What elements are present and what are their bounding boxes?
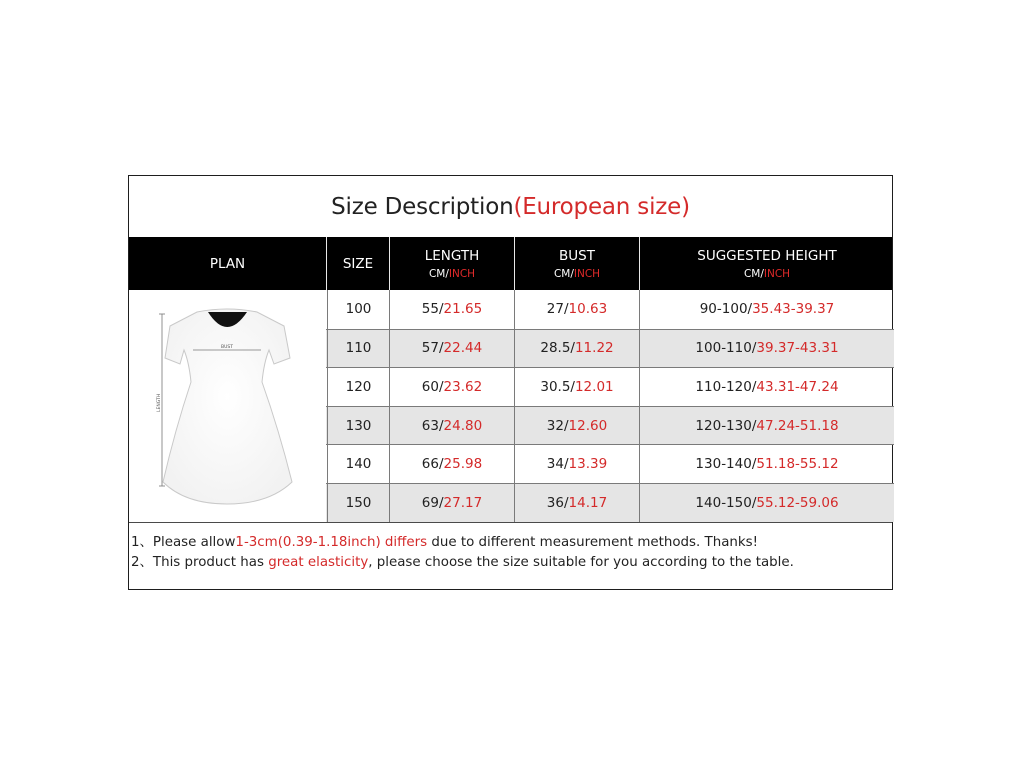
size-cell	[327, 290, 389, 329]
header-height	[640, 237, 894, 290]
height-cell	[639, 445, 894, 483]
length-cell	[389, 368, 514, 406]
value-cm: 66/	[421, 456, 444, 473]
length-label: LENGTH	[157, 393, 162, 412]
title-accent: (European size)	[513, 193, 690, 220]
value-cm: 63/	[421, 417, 444, 434]
size-chart-card	[128, 175, 893, 590]
header-bust-label: BUST	[559, 247, 595, 264]
bust-cell	[514, 290, 639, 329]
header-plan-label: PLAN	[209, 255, 246, 272]
table-bottom-border	[129, 522, 892, 523]
note-pre: 1、Please allow	[131, 535, 236, 550]
size-cell	[327, 484, 389, 522]
bust-label: BUST	[221, 345, 233, 350]
header-plan	[129, 237, 326, 290]
size-cell	[327, 368, 389, 406]
value-inch: 39.37-43.31	[756, 340, 839, 357]
height-cell	[639, 484, 894, 522]
value-cm: 90-100/	[699, 301, 753, 318]
table-row	[326, 406, 894, 445]
value-inch: 35.43-39.37	[752, 301, 835, 318]
header-length	[390, 237, 514, 290]
table-row	[326, 290, 894, 329]
note-pre: 2、This product has	[131, 554, 269, 570]
value-cm: 120	[345, 378, 372, 395]
value-inch: 13.39	[568, 456, 608, 473]
value-cm: 110	[345, 340, 372, 357]
unit-cm: CM/	[553, 267, 574, 280]
value-cm: 27/	[546, 301, 569, 318]
value-inch: 12.60	[568, 417, 608, 434]
value-inch: 12.01	[574, 378, 614, 395]
value-cm: 130-140/	[695, 456, 757, 473]
chart-title	[129, 176, 892, 237]
value-cm: 150	[345, 494, 372, 511]
header-height-units	[744, 268, 790, 280]
header-length-label: LENGTH	[424, 247, 480, 264]
unit-inch: INCH	[448, 267, 476, 280]
value-cm: 36/	[546, 494, 569, 511]
length-cell	[389, 407, 514, 445]
value-inch: 14.17	[568, 494, 608, 511]
value-inch: 23.62	[443, 378, 483, 395]
value-inch: 24.80	[443, 417, 483, 434]
bust-cell	[514, 330, 639, 368]
value-cm: 130	[345, 417, 372, 434]
header-length-units	[429, 268, 475, 280]
value-inch: 10.63	[568, 301, 608, 318]
unit-cm: CM/	[743, 267, 764, 280]
value-inch: 47.24-51.18	[756, 417, 839, 434]
table-row	[326, 329, 894, 368]
header-bust-units	[554, 268, 600, 280]
header-size-label: SIZE	[342, 255, 374, 272]
value-cm: 55/	[421, 301, 444, 318]
bust-cell	[514, 445, 639, 483]
note-red: great elasticity	[268, 554, 369, 570]
size-table-body	[326, 290, 894, 522]
length-cell	[389, 445, 514, 483]
dress-diagram	[129, 290, 326, 522]
value-inch: 27.17	[443, 494, 483, 511]
header-height-label: SUGGESTED HEIGHT	[697, 247, 837, 264]
notes-section	[129, 533, 892, 572]
unit-cm: CM/	[428, 267, 449, 280]
length-cell	[389, 484, 514, 522]
table-header	[129, 237, 892, 290]
value-inch: 21.65	[443, 301, 483, 318]
note-red: 1-3cm(0.39-1.18inch) differs	[235, 535, 428, 550]
bust-cell	[514, 368, 639, 406]
height-cell	[639, 330, 894, 368]
note-post: due to different measurement methods. Thanks!	[427, 535, 758, 550]
value-cm: 30.5/	[540, 378, 575, 395]
header-size	[327, 237, 389, 290]
dress-outline	[163, 309, 292, 504]
value-cm: 120-130/	[695, 417, 757, 434]
value-cm: 110-120/	[695, 378, 757, 395]
header-bust	[515, 237, 639, 290]
value-inch: 43.31-47.24	[756, 378, 839, 395]
value-cm: 60/	[421, 378, 444, 395]
value-cm: 34/	[546, 456, 569, 473]
height-cell	[639, 290, 894, 329]
height-cell	[639, 368, 894, 406]
table-row	[326, 483, 894, 522]
value-cm: 57/	[421, 340, 444, 357]
value-cm: 140	[345, 456, 372, 473]
table-row	[326, 367, 894, 406]
note-line	[129, 553, 892, 573]
value-inch: 22.44	[443, 340, 483, 357]
value-cm: 100-110/	[695, 340, 757, 357]
value-inch: 25.98	[443, 456, 483, 473]
size-cell	[327, 330, 389, 368]
unit-inch: INCH	[763, 267, 791, 280]
value-cm: 32/	[546, 417, 569, 434]
value-cm: 140-150/	[695, 494, 757, 511]
unit-inch: INCH	[573, 267, 601, 280]
value-inch: 55.12-59.06	[756, 494, 839, 511]
bust-cell	[514, 484, 639, 522]
table-row	[326, 444, 894, 483]
bust-cell	[514, 407, 639, 445]
value-cm: 100	[345, 301, 372, 318]
value-cm: 28.5/	[540, 340, 575, 357]
length-cell	[389, 330, 514, 368]
value-inch: 11.22	[574, 340, 614, 357]
size-cell	[327, 407, 389, 445]
note-line	[129, 533, 892, 553]
value-cm: 69/	[421, 494, 444, 511]
note-post: , please choose the size suitable for you according to the table.	[368, 554, 794, 570]
title-main: Size Description	[331, 193, 514, 220]
height-cell	[639, 407, 894, 445]
value-inch: 51.18-55.12	[756, 456, 839, 473]
size-cell	[327, 445, 389, 483]
dress-illustration	[129, 290, 326, 522]
length-cell	[389, 290, 514, 329]
